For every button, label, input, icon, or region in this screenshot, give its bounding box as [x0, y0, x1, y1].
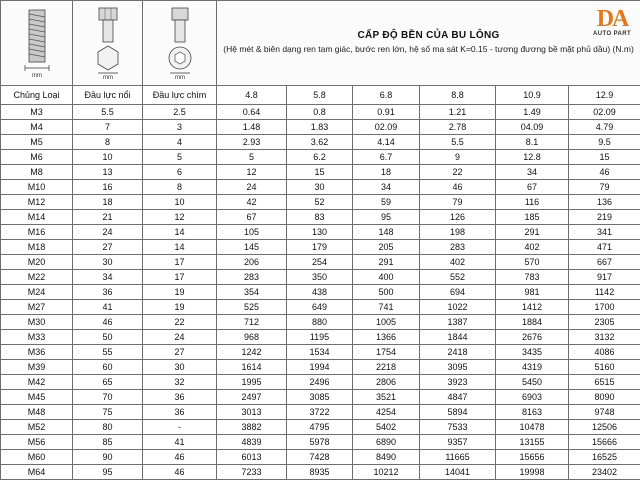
hex-head-cell: 16: [73, 180, 143, 195]
header-grade: 10.9: [496, 86, 569, 105]
torque-value-cell: 52: [287, 195, 353, 210]
torque-value-cell: 1242: [217, 345, 287, 360]
torque-value-cell: 341: [569, 225, 640, 240]
hex-head-cell: 7: [73, 120, 143, 135]
torque-value-cell: 1412: [496, 300, 569, 315]
table-row: [1, 105, 640, 120]
socket-head-cell: 14: [143, 240, 217, 255]
table-row: [1, 150, 640, 165]
bolt-size-cell: M12: [1, 195, 73, 210]
torque-value-cell: 3923: [420, 375, 496, 390]
torque-value-cell: 04.09: [496, 120, 569, 135]
dim-label: mm: [174, 75, 185, 80]
torque-value-cell: 968: [217, 330, 287, 345]
bolt-size-cell: M10: [1, 180, 73, 195]
torque-value-cell: 4254: [353, 405, 420, 420]
torque-value-cell: 18: [353, 165, 420, 180]
hex-head-cell: 5.5: [73, 105, 143, 120]
torque-value-cell: 19998: [496, 465, 569, 480]
torque-value-cell: 16525: [569, 450, 640, 465]
torque-value-cell: 2806: [353, 375, 420, 390]
torque-value-cell: 8490: [353, 450, 420, 465]
torque-value-cell: 23402: [569, 465, 640, 480]
header-hex-head: Đầu lực nổi: [73, 86, 143, 105]
torque-value-cell: 6890: [353, 435, 420, 450]
torque-value-cell: 46: [569, 165, 640, 180]
hex-head-cell: 80: [73, 420, 143, 435]
socket-head-cell: 36: [143, 405, 217, 420]
torque-value-cell: 3882: [217, 420, 287, 435]
torque-value-cell: 438: [287, 285, 353, 300]
torque-value-cell: 2305: [569, 315, 640, 330]
hex-head-cell: 60: [73, 360, 143, 375]
torque-value-cell: 3722: [287, 405, 353, 420]
bolt-size-cell: M20: [1, 255, 73, 270]
torque-value-cell: 570: [496, 255, 569, 270]
table-row: [1, 405, 640, 420]
bolt-size-cell: M45: [1, 390, 73, 405]
table-row: [1, 420, 640, 435]
torque-value-cell: 1195: [287, 330, 353, 345]
torque-value-cell: 6903: [496, 390, 569, 405]
socket-head-cell: 46: [143, 450, 217, 465]
torque-value-cell: 254: [287, 255, 353, 270]
bolt-size-cell: M3: [1, 105, 73, 120]
torque-value-cell: 667: [569, 255, 640, 270]
torque-value-cell: 179: [287, 240, 353, 255]
torque-value-cell: 712: [217, 315, 287, 330]
torque-value-cell: 22: [420, 165, 496, 180]
torque-value-cell: 5450: [496, 375, 569, 390]
torque-value-cell: 1534: [287, 345, 353, 360]
torque-value-cell: 649: [287, 300, 353, 315]
bolt-size-cell: M60: [1, 450, 73, 465]
socket-bolt-icon: [160, 6, 200, 80]
torque-value-cell: 1387: [420, 315, 496, 330]
torque-value-cell: 500: [353, 285, 420, 300]
hex-head-cell: 46: [73, 315, 143, 330]
torque-value-cell: 42: [217, 195, 287, 210]
torque-value-cell: 552: [420, 270, 496, 285]
hex-head-cell: 10: [73, 150, 143, 165]
hex-head-cell: 95: [73, 465, 143, 480]
socket-bolt-cell: [143, 1, 217, 86]
torque-value-cell: 4086: [569, 345, 640, 360]
torque-value-cell: 13155: [496, 435, 569, 450]
torque-value-cell: 4847: [420, 390, 496, 405]
table-row: [1, 135, 640, 150]
hex-head-cell: 24: [73, 225, 143, 240]
title-cell: [217, 1, 640, 86]
socket-head-cell: 5: [143, 150, 217, 165]
table-body: [1, 1, 640, 480]
torque-value-cell: 291: [353, 255, 420, 270]
torque-value-cell: 741: [353, 300, 420, 315]
header-grade: 8.8: [420, 86, 496, 105]
torque-value-cell: 3.62: [287, 135, 353, 150]
torque-value-cell: 283: [217, 270, 287, 285]
socket-head-cell: 17: [143, 270, 217, 285]
socket-head-cell: 24: [143, 330, 217, 345]
torque-value-cell: 67: [496, 180, 569, 195]
torque-value-cell: 205: [353, 240, 420, 255]
torque-value-cell: 12.8: [496, 150, 569, 165]
torque-value-cell: 105: [217, 225, 287, 240]
header-socket-head: Đầu lực chìm: [143, 86, 217, 105]
torque-value-cell: 3095: [420, 360, 496, 375]
torque-value-cell: 59: [353, 195, 420, 210]
torque-value-cell: 24: [217, 180, 287, 195]
hex-head-cell: 36: [73, 285, 143, 300]
torque-value-cell: 5402: [353, 420, 420, 435]
torque-value-cell: 525: [217, 300, 287, 315]
socket-head-cell: 10: [143, 195, 217, 210]
table-row: [1, 255, 640, 270]
socket-head-cell: 4: [143, 135, 217, 150]
torque-value-cell: 30: [287, 180, 353, 195]
bolt-size-cell: M24: [1, 285, 73, 300]
torque-value-cell: 402: [420, 255, 496, 270]
torque-value-cell: 7233: [217, 465, 287, 480]
hex-head-cell: 30: [73, 255, 143, 270]
threaded-rod-icon: [17, 8, 57, 78]
torque-value-cell: 3435: [496, 345, 569, 360]
table-row: [1, 285, 640, 300]
torque-value-cell: 206: [217, 255, 287, 270]
socket-head-cell: 19: [143, 285, 217, 300]
table-row: [1, 240, 640, 255]
torque-value-cell: 350: [287, 270, 353, 285]
torque-value-cell: 198: [420, 225, 496, 240]
torque-value-cell: 3132: [569, 330, 640, 345]
torque-value-cell: 12: [217, 165, 287, 180]
torque-value-cell: 145: [217, 240, 287, 255]
torque-value-cell: 126: [420, 210, 496, 225]
torque-value-cell: 2.78: [420, 120, 496, 135]
torque-value-cell: 2.93: [217, 135, 287, 150]
torque-value-cell: 5160: [569, 360, 640, 375]
bolt-size-cell: M48: [1, 405, 73, 420]
torque-value-cell: 83: [287, 210, 353, 225]
socket-head-cell: 30: [143, 360, 217, 375]
hex-head-cell: 41: [73, 300, 143, 315]
table-row: [1, 315, 640, 330]
torque-value-cell: 4.79: [569, 120, 640, 135]
torque-value-cell: 95: [353, 210, 420, 225]
torque-value-cell: 981: [496, 285, 569, 300]
socket-head-cell: 6: [143, 165, 217, 180]
socket-head-cell: 22: [143, 315, 217, 330]
bolt-size-cell: M5: [1, 135, 73, 150]
torque-value-cell: 8935: [287, 465, 353, 480]
socket-head-cell: 12: [143, 210, 217, 225]
hex-head-cell: 21: [73, 210, 143, 225]
table-row: [1, 300, 640, 315]
torque-value-cell: 1614: [217, 360, 287, 375]
hex-head-cell: 65: [73, 375, 143, 390]
hex-bolt-cell: [73, 1, 143, 86]
torque-value-cell: 2496: [287, 375, 353, 390]
torque-value-cell: 34: [353, 180, 420, 195]
torque-value-cell: 1754: [353, 345, 420, 360]
torque-value-cell: 880: [287, 315, 353, 330]
torque-value-cell: 15: [287, 165, 353, 180]
torque-value-cell: 283: [420, 240, 496, 255]
torque-value-cell: 148: [353, 225, 420, 240]
hex-head-cell: 34: [73, 270, 143, 285]
torque-value-cell: 0.91: [353, 105, 420, 120]
torque-value-cell: 79: [420, 195, 496, 210]
logo-subtitle: AUTO PART: [593, 31, 632, 37]
torque-value-cell: 1844: [420, 330, 496, 345]
torque-value-cell: 15666: [569, 435, 640, 450]
bolt-size-cell: M14: [1, 210, 73, 225]
torque-value-cell: 1995: [217, 375, 287, 390]
hex-head-cell: 13: [73, 165, 143, 180]
torque-value-cell: 917: [569, 270, 640, 285]
socket-head-cell: 27: [143, 345, 217, 360]
table-row: [1, 345, 640, 360]
torque-value-cell: 6013: [217, 450, 287, 465]
torque-value-cell: 12506: [569, 420, 640, 435]
torque-value-cell: 8.1: [496, 135, 569, 150]
bolt-size-cell: M30: [1, 315, 73, 330]
torque-value-cell: 130: [287, 225, 353, 240]
torque-value-cell: 1005: [353, 315, 420, 330]
torque-value-cell: 291: [496, 225, 569, 240]
torque-value-cell: 185: [496, 210, 569, 225]
header-grade: 6.8: [353, 86, 420, 105]
torque-value-cell: 5.5: [420, 135, 496, 150]
dim-label: mm: [31, 73, 42, 78]
hex-head-cell: 50: [73, 330, 143, 345]
torque-value-cell: 14041: [420, 465, 496, 480]
torque-value-cell: 1022: [420, 300, 496, 315]
torque-value-cell: 8163: [496, 405, 569, 420]
torque-value-cell: 5978: [287, 435, 353, 450]
torque-value-cell: 400: [353, 270, 420, 285]
hex-head-cell: 85: [73, 435, 143, 450]
bolt-size-cell: M4: [1, 120, 73, 135]
column-header-row: [1, 86, 640, 105]
torque-value-cell: 783: [496, 270, 569, 285]
header-grade: 5.8: [287, 86, 353, 105]
torque-value-cell: 02.09: [353, 120, 420, 135]
socket-head-cell: 41: [143, 435, 217, 450]
torque-value-cell: 11665: [420, 450, 496, 465]
torque-value-cell: 694: [420, 285, 496, 300]
torque-value-cell: 2418: [420, 345, 496, 360]
header-grade: 4.8: [217, 86, 287, 105]
socket-head-cell: -: [143, 420, 217, 435]
table-row: [1, 120, 640, 135]
torque-value-cell: 4795: [287, 420, 353, 435]
table-row: [1, 165, 640, 180]
hex-bolt-icon: [88, 6, 128, 80]
table-row: [1, 390, 640, 405]
torque-value-cell: 9357: [420, 435, 496, 450]
socket-head-cell: 14: [143, 225, 217, 240]
bolt-size-cell: M52: [1, 420, 73, 435]
torque-value-cell: 471: [569, 240, 640, 255]
torque-value-cell: 15: [569, 150, 640, 165]
torque-value-cell: 79: [569, 180, 640, 195]
socket-head-cell: 2.5: [143, 105, 217, 120]
torque-value-cell: 9: [420, 150, 496, 165]
bolt-size-cell: M18: [1, 240, 73, 255]
torque-value-cell: 8090: [569, 390, 640, 405]
table-row: [1, 270, 640, 285]
socket-head-cell: 8: [143, 180, 217, 195]
torque-value-cell: 1700: [569, 300, 640, 315]
page-subtitle: (Hệ mét & biên dạng ren tam giác, bước ren lớn, hệ số ma sát K=0.15 - tương đương bề mặt phủ dầu) (N.m): [223, 44, 634, 55]
torque-value-cell: 0.64: [217, 105, 287, 120]
torque-value-cell: 4839: [217, 435, 287, 450]
torque-value-cell: 9.5: [569, 135, 640, 150]
table-row: [1, 330, 640, 345]
bolt-size-cell: M36: [1, 345, 73, 360]
table-row: [1, 225, 640, 240]
brand-logo: [590, 7, 634, 41]
table-row: [1, 360, 640, 375]
torque-value-cell: 6.2: [287, 150, 353, 165]
torque-value-cell: 67: [217, 210, 287, 225]
socket-head-cell: 32: [143, 375, 217, 390]
hex-head-cell: 75: [73, 405, 143, 420]
table-row: [1, 180, 640, 195]
hex-head-cell: 27: [73, 240, 143, 255]
torque-value-cell: 2218: [353, 360, 420, 375]
threaded-rod-cell: [1, 1, 73, 86]
torque-value-cell: 9748: [569, 405, 640, 420]
torque-value-cell: 7428: [287, 450, 353, 465]
torque-value-cell: 116: [496, 195, 569, 210]
torque-value-cell: 1994: [287, 360, 353, 375]
torque-value-cell: 354: [217, 285, 287, 300]
torque-value-cell: 1.49: [496, 105, 569, 120]
torque-value-cell: 10212: [353, 465, 420, 480]
hex-head-cell: 55: [73, 345, 143, 360]
logo-mark: DA: [596, 6, 628, 32]
torque-value-cell: 1.83: [287, 120, 353, 135]
table-row: [1, 465, 640, 480]
torque-value-cell: 02.09: [569, 105, 640, 120]
bolt-size-cell: M64: [1, 465, 73, 480]
torque-value-cell: 402: [496, 240, 569, 255]
torque-value-cell: 10478: [496, 420, 569, 435]
hex-head-cell: 8: [73, 135, 143, 150]
table-row: [1, 375, 640, 390]
torque-value-cell: 2497: [217, 390, 287, 405]
torque-value-cell: 6.7: [353, 150, 420, 165]
torque-value-cell: 0.8: [287, 105, 353, 120]
torque-value-cell: 1.21: [420, 105, 496, 120]
bolt-size-cell: M22: [1, 270, 73, 285]
dim-label: mm: [102, 75, 113, 80]
table-row: [1, 210, 640, 225]
bolt-size-cell: M39: [1, 360, 73, 375]
torque-value-cell: 4.14: [353, 135, 420, 150]
page-title: CẤP ĐỘ BỀN CỦA BU LÔNG: [357, 30, 500, 42]
bolt-size-cell: M6: [1, 150, 73, 165]
torque-value-cell: 46: [420, 180, 496, 195]
bolt-size-cell: M56: [1, 435, 73, 450]
torque-value-cell: 6515: [569, 375, 640, 390]
bolt-size-cell: M16: [1, 225, 73, 240]
torque-value-cell: 219: [569, 210, 640, 225]
bolt-size-cell: M8: [1, 165, 73, 180]
socket-head-cell: 36: [143, 390, 217, 405]
torque-value-cell: 7533: [420, 420, 496, 435]
hex-head-cell: 90: [73, 450, 143, 465]
torque-value-cell: 2676: [496, 330, 569, 345]
torque-value-cell: 1.48: [217, 120, 287, 135]
torque-value-cell: 3085: [287, 390, 353, 405]
torque-value-cell: 1884: [496, 315, 569, 330]
socket-head-cell: 46: [143, 465, 217, 480]
socket-head-cell: 17: [143, 255, 217, 270]
table-row: [1, 435, 640, 450]
torque-value-cell: 34: [496, 165, 569, 180]
torque-value-cell: 5: [217, 150, 287, 165]
torque-value-cell: 136: [569, 195, 640, 210]
table-row: [1, 450, 640, 465]
torque-value-cell: 1366: [353, 330, 420, 345]
bolt-size-cell: M27: [1, 300, 73, 315]
socket-head-cell: 19: [143, 300, 217, 315]
bolt-size-cell: M42: [1, 375, 73, 390]
table-row: [1, 195, 640, 210]
bolt-size-cell: M33: [1, 330, 73, 345]
torque-value-cell: 3013: [217, 405, 287, 420]
torque-value-cell: 15656: [496, 450, 569, 465]
header-illustration-row: [1, 1, 640, 86]
header-grade: 12.9: [569, 86, 640, 105]
hex-head-cell: 70: [73, 390, 143, 405]
socket-head-cell: 3: [143, 120, 217, 135]
hex-head-cell: 18: [73, 195, 143, 210]
torque-value-cell: 1142: [569, 285, 640, 300]
torque-value-cell: 5894: [420, 405, 496, 420]
header-type: Chủng Loại: [1, 86, 73, 105]
torque-value-cell: 3521: [353, 390, 420, 405]
torque-value-cell: 4319: [496, 360, 569, 375]
